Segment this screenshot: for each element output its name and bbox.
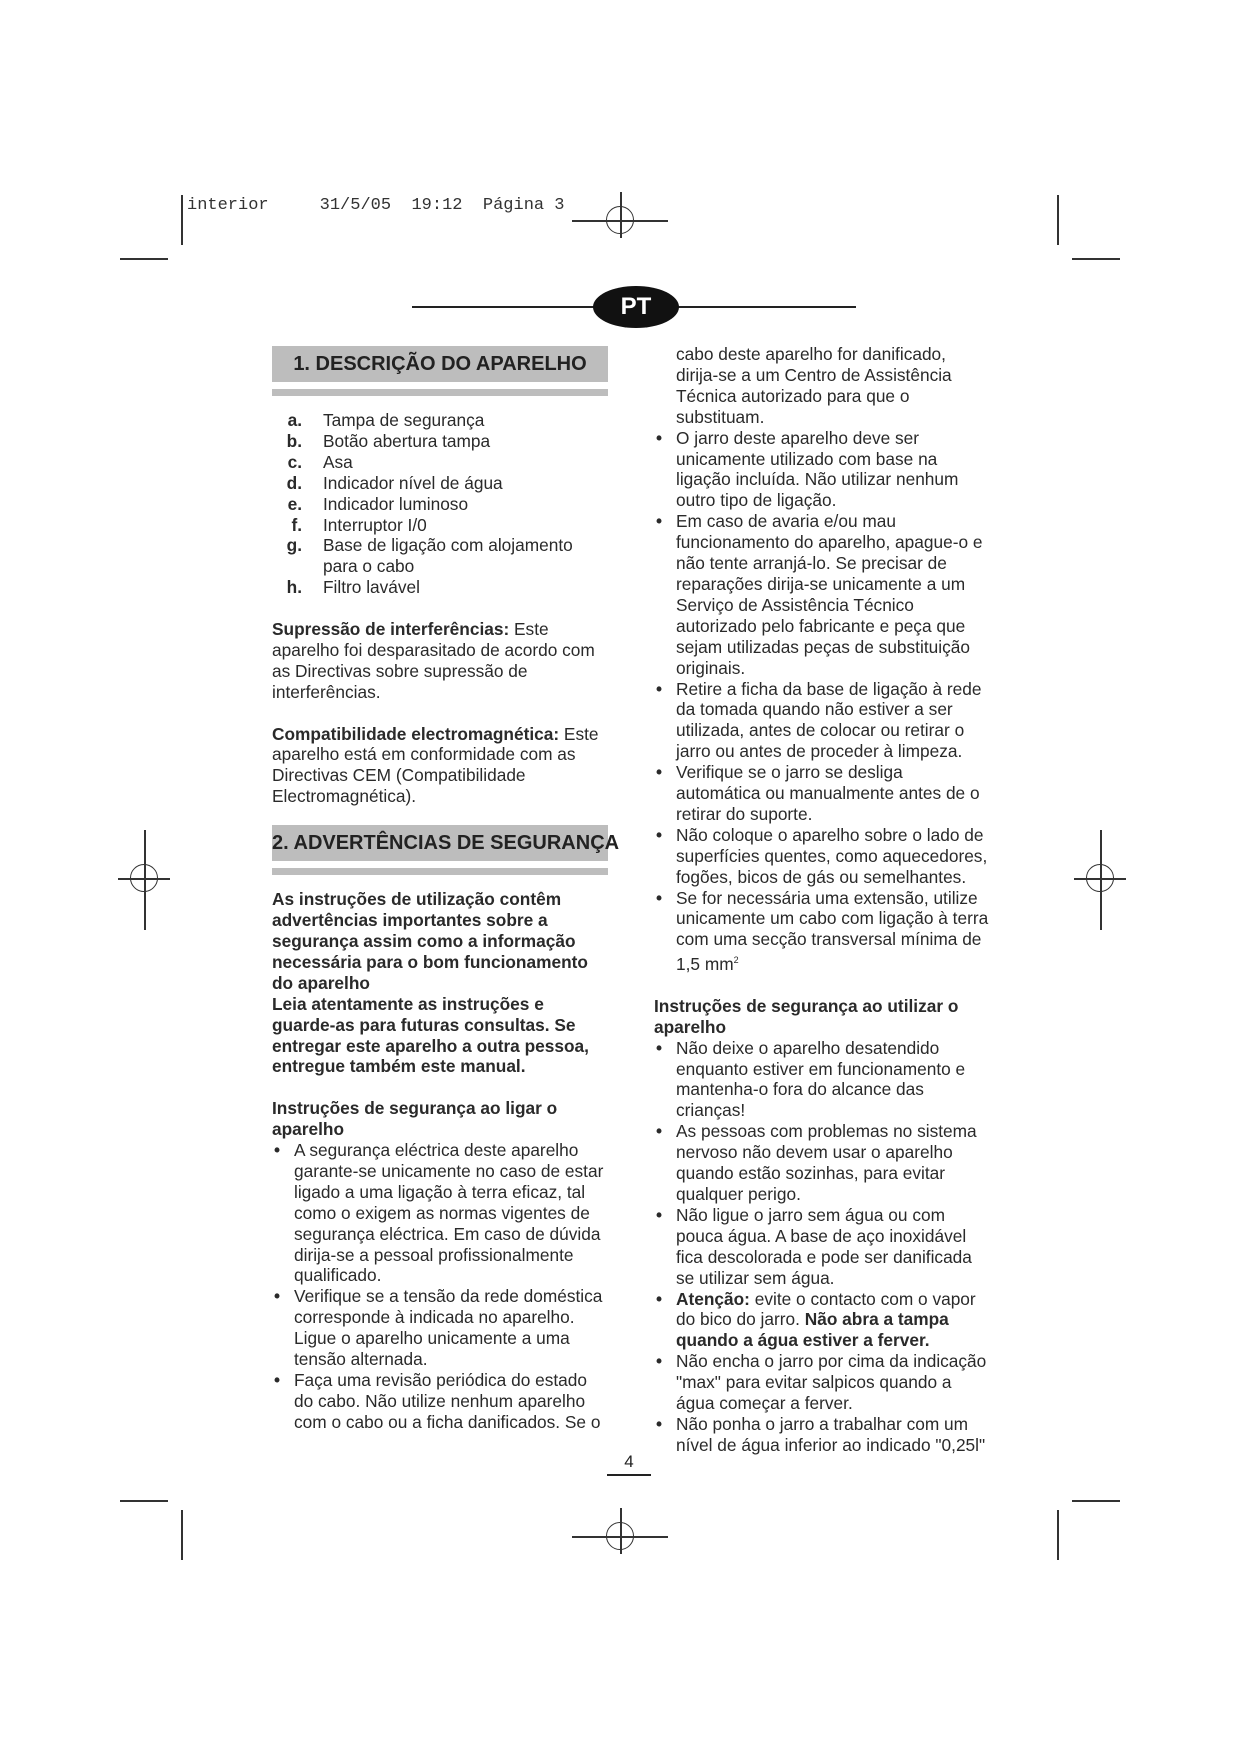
list-item: • Não ligue o jarro sem água ou com pouca água. A base de aço inoxidável fica descolorada e pode ser danificada se utilizar sem água.	[654, 1205, 990, 1289]
crop-mark	[1072, 1500, 1120, 1502]
list-item: • Não coloque o aparelho sobre o lado de superfícies quentes, como aquecedores, fogões, bicos de gás ou semelhantes.	[654, 825, 990, 888]
language-rule-left	[412, 306, 602, 308]
section-divider	[272, 868, 608, 875]
list-item: • Verifique se a tensão da rede doméstica corresponde à indicada no aparelho. Ligue o aparelho unicamente a uma tensão alternada.	[272, 1286, 608, 1370]
list-item: • Verifique se o jarro se desliga automática ou manualmente antes de o retirar do suporte.	[654, 762, 990, 825]
language-badge: PT	[593, 286, 679, 328]
connect-heading: Instruções de segurança ao ligar o aparelho	[272, 1098, 558, 1140]
list-item: b. Botão abertura tampa	[286, 430, 491, 451]
language-rule-right	[670, 306, 856, 308]
parts-list	[272, 410, 608, 598]
slug-date: 31/5/05	[319, 196, 392, 215]
right-column	[654, 344, 990, 1456]
crop-mark	[181, 195, 183, 245]
list-item: g. Base de ligação com alojamento para o cabo	[286, 535, 573, 577]
use-heading: Instruções de segurança ao utilizar o aparelho	[654, 995, 959, 1037]
crop-mark	[1057, 1510, 1059, 1560]
intro-paragraph: As instruções de utilização contêm advertências importantes sobre a segurança assim como a informação necessária para o bom funcionamento do aparelho	[272, 889, 588, 993]
list-item: • O jarro deste aparelho deve ser unicamente utilizado com base na ligação incluída. Não utilizar nenhum outro tipo de ligação.	[654, 428, 990, 512]
intro-paragraph-2: Leia atentamente as instruções e guarde-as para futuras consultas. Se entregar este aparelho a outra pessoa, entregue também este manual.	[272, 993, 589, 1077]
list-item: • As pessoas com problemas no sistema nervoso não devem usar o aparelho quando estão sozinhas, para evitar qualquer perigo.	[654, 1121, 990, 1205]
emc-paragraph: Compatibilidade electromagnética: Este aparelho está em conformidade com as Directivas CEM (Compatibilidade Electromagnética).	[272, 723, 599, 807]
section-1-title: 1. DESCRIÇÃO DO APARELHO	[272, 346, 608, 382]
list-item: c. Asa	[287, 451, 353, 472]
connect-bullets	[272, 1140, 608, 1433]
crop-mark	[120, 1500, 168, 1502]
print-slug	[187, 196, 565, 215]
crop-mark	[120, 258, 168, 260]
list-item: • Se for necessária uma extensão, utilize unicamente um cabo com ligação à terra com uma secção transversal mínima de 1,5 $mm^2$	[654, 888, 990, 975]
crop-mark	[1057, 195, 1059, 245]
list-item: • Não ponha o jarro a trabalhar com um nível de água inferior ao indicado "0,25l"	[654, 1414, 990, 1456]
list-item: • Em caso de avaria e/ou mau funcionamento do aparelho, apague-o e não tente arranjá-lo. Se precisar de reparações dirija-se unicamente a um Serviço de Assistência Técnico autorizado pelo fabricante e peça que sejam utilizadas peças de substituição originais.	[654, 511, 990, 678]
slug-file: interior	[187, 196, 269, 215]
list-item: • Retire a ficha da base de ligação à rede da tomada quando não estiver a ser utilizada, antes de colocar ou retirar o jarro ou antes de proceder à limpeza.	[654, 679, 990, 763]
use-bullets	[654, 1038, 990, 1456]
list-item: e. Indicador luminoso	[287, 493, 469, 514]
list-item: • Não encha o jarro por cima da indicação "max" para evitar salpicos quando a água começar a ferver.	[654, 1351, 990, 1414]
list-item: • Faça uma revisão periódica do estado do cabo. Não utilize nenhum aparelho com o cabo ou a ficha danificados. Se o	[272, 1370, 608, 1433]
crop-mark	[1072, 258, 1120, 260]
list-item: f. Interruptor I/0	[291, 514, 427, 535]
list-item: • Não deixe o aparelho desatendido enquanto estiver em funcionamento e mantenha-o fora do alcance das crianças!	[654, 1038, 990, 1122]
section-2-title: 2. ADVERTÊNCIAS DE SEGURANÇA	[272, 825, 608, 861]
left-column	[272, 346, 620, 1433]
slug-time: 19:12	[411, 196, 463, 215]
crop-mark	[181, 1510, 183, 1560]
continuation-text: cabo deste aparelho for danificado, dirija-se a um Centro de Assistência Técnica autorizado para que o substituam.	[676, 344, 952, 427]
list-item: a. Tampa de segurança	[287, 410, 485, 430]
page-number: 4	[607, 1452, 651, 1476]
safety-bullets	[654, 428, 990, 975]
slug-page: Página 3	[482, 196, 565, 215]
list-item: h. Filtro lavável	[286, 577, 420, 598]
list-item: d. Indicador nível de água	[286, 472, 503, 493]
interference-paragraph: Supressão de interferências: Este aparelho foi desparasitado de acordo com as Directivas sobre supressão de interferências.	[272, 619, 595, 702]
section-divider	[272, 389, 608, 396]
list-item: • A segurança eléctrica deste aparelho garante-se unicamente no caso de estar ligado a uma ligação à terra eficaz, tal como o exigem as normas vigentes de segurança eléctrica. Em caso de dúvida dirija-se a pessoal profissionalmente qualificado.	[272, 1140, 608, 1286]
list-item: • Atenção: evite o contacto com o vapor do bico do jarro. Não abra a tampa quando a água estiver a ferver.	[654, 1289, 990, 1352]
